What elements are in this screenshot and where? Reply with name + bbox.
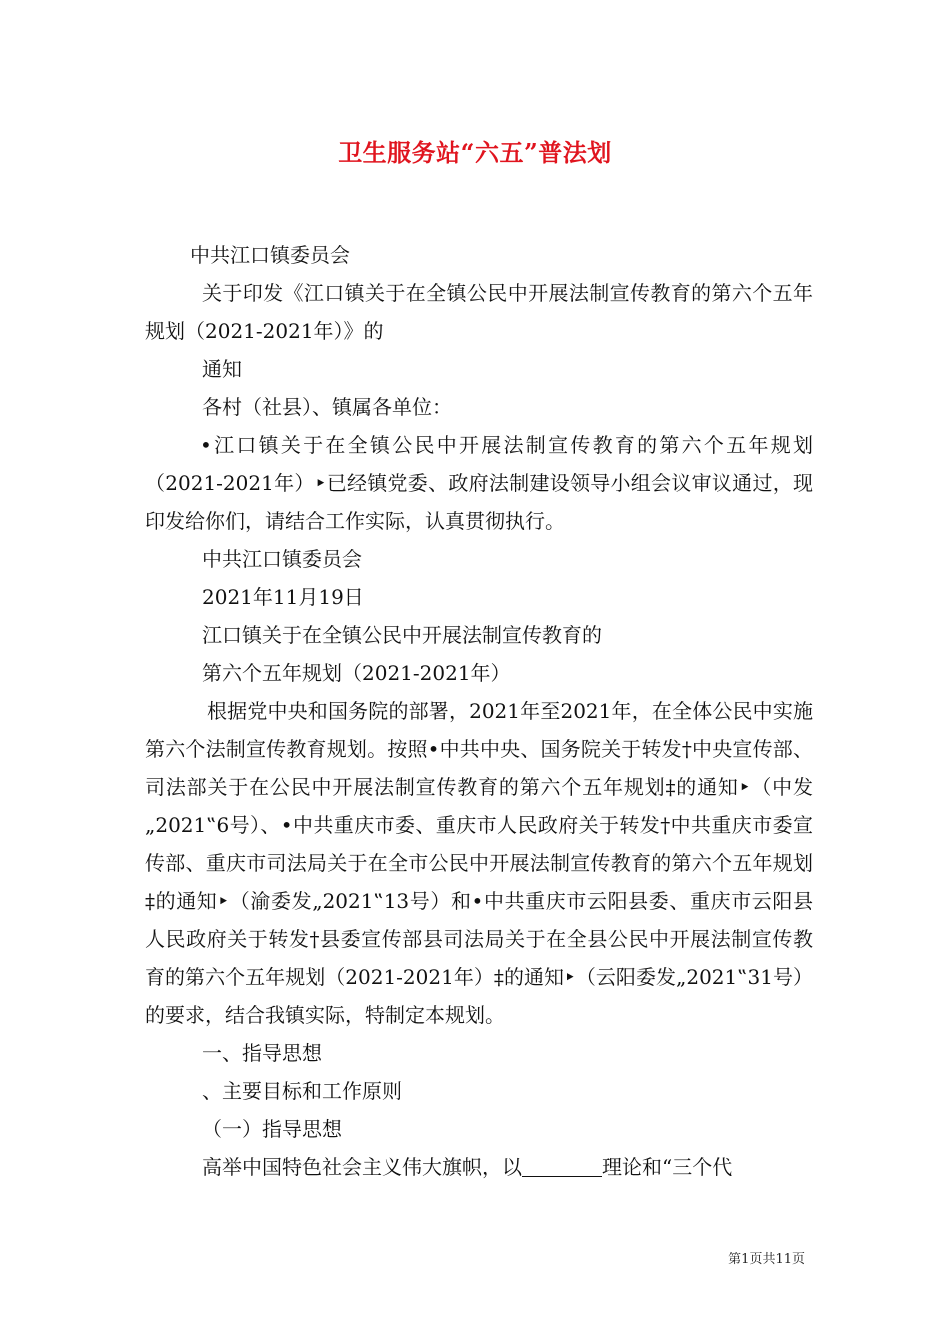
- document-title: 卫生服务站“六五”普法划: [338, 138, 612, 167]
- subsection-heading-1: （一）指导思想: [202, 1117, 342, 1141]
- signature-org: 中共江口镇委员会: [202, 547, 362, 571]
- signature-date: 2021年11月19日: [202, 585, 364, 609]
- section-heading-1: 一、指导思想: [202, 1041, 322, 1065]
- document-body: [145, 236, 813, 1186]
- addressee: 各村（社县）、镇属各单位：: [202, 395, 452, 419]
- section-heading-2: 、主要目标和工作原则: [202, 1079, 402, 1103]
- guiding-ideology-text: [145, 1148, 813, 1186]
- page-footer: 第1页共11页: [728, 1252, 805, 1267]
- guiding-ideology-before: 高举中国特色社会主义伟大旗帜，以: [202, 1155, 522, 1179]
- plan-title-line-1: 江口镇关于在全镇公民中开展法制宣传教育的: [202, 623, 602, 647]
- plan-title-line-2: 第六个五年规划（2021-2021年）: [202, 661, 511, 685]
- notice-body: •江口镇关于在全镇公民中开展法制宣传教育的第六个五年规划（2021-2021年）‣已经镇党委、政府法制建设领导小组会议审议通过，现印发给你们，请结合工作实际，认真贯彻执行。: [145, 433, 813, 533]
- plan-intro-paragraph: 根据党中央和国务院的部署，2021年至2021年，在全体公民中实施第六个法制宣传教育规划。按照•中共中央、国务院关于转发†中央宣传部、司法部关于在公民中开展法制宣传教育的第六个五年规划‡的通知‣（中发„2021‟6号）、•中共重庆市委、重庆市人民政府关于转发†中共重庆市委宣传部、重庆市司法局关于在全市公民中开展法制宣传教育的第六个五年规划‡的通知‣（渝委发„2021‟13号）和•中共重庆市云阳县委、重庆市云阳县人民政府关于转发†县委宣传部县司法局关于在全县公民中开展法制宣传教育的第六个五年规划（2021-2021年）‡的通知‣（云阳委发„2021‟31号）的要求，结合我镇实际，特制定本规划。: [145, 699, 813, 1027]
- issuer-line: 中共江口镇委员会: [190, 243, 350, 267]
- notice-word: 通知: [202, 357, 242, 381]
- blank-underline: [522, 1156, 602, 1177]
- guiding-ideology-after: 理论和“三个代: [602, 1155, 733, 1179]
- notice-subject: 关于印发《江口镇关于在全镇公民中开展法制宣传教育的第六个五年规划（2021-2021年）》的: [145, 281, 813, 343]
